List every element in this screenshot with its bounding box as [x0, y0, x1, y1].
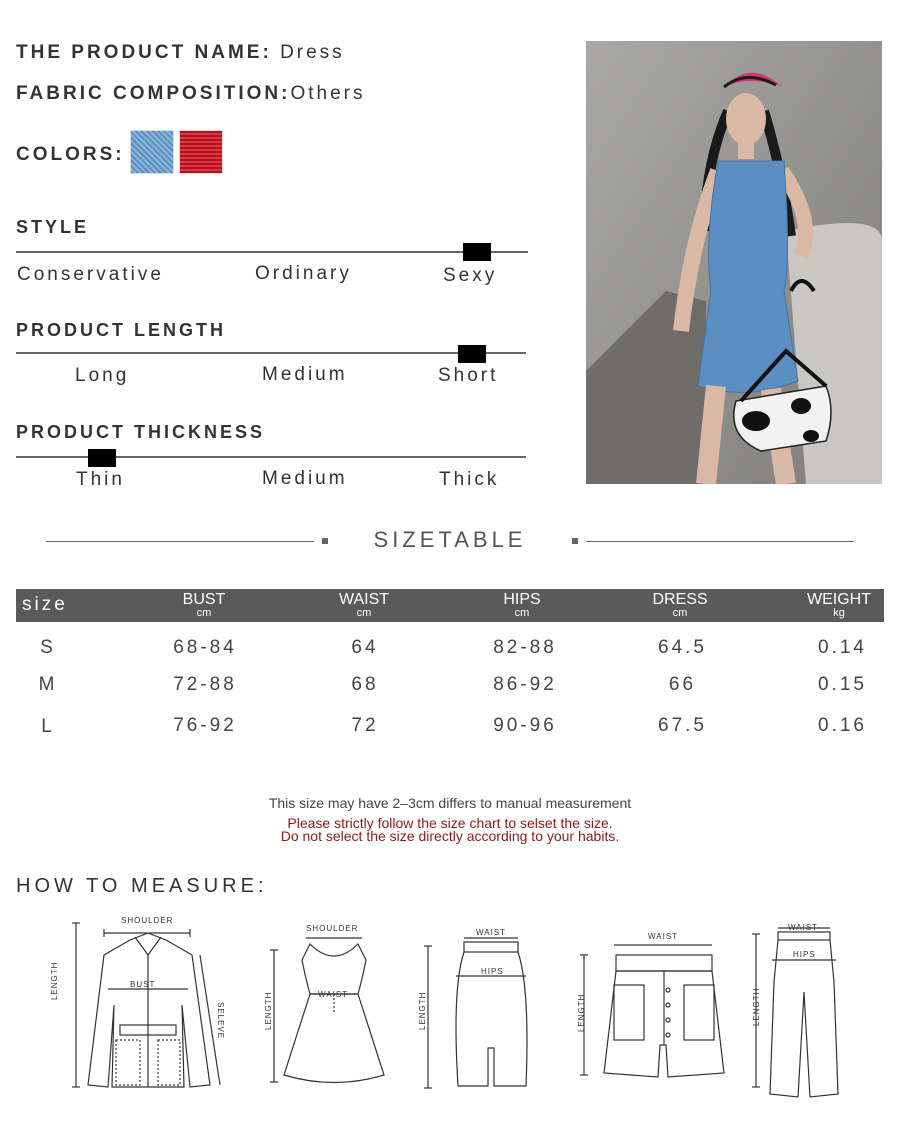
style-marker: [463, 243, 491, 261]
cell-weight: 0.14: [818, 637, 867, 658]
color-swatch-red[interactable]: [179, 130, 223, 174]
cell-size: L: [41, 716, 55, 737]
cell-weight: 0.16: [818, 715, 867, 736]
pants-length-label: LENGTH: [752, 987, 761, 1026]
header-size: size: [22, 594, 68, 615]
note-follow-chart: Please strictly follow the size chart to selset the size.: [287, 815, 613, 831]
thickness-option-medium: Medium: [262, 468, 348, 489]
cell-bust: 68-84: [173, 637, 237, 658]
dress-waist-label: WAIST: [318, 990, 349, 999]
cell-hips: 90-96: [493, 715, 557, 736]
cell-waist: 64: [351, 637, 379, 658]
sizetable-dot-right: [572, 538, 578, 544]
skirt-waist-label: WAIST: [476, 928, 507, 937]
size-table-header: [16, 589, 884, 622]
header-weight: WEIGHT kg: [807, 591, 871, 619]
header-waist: WAIST cm: [338, 591, 390, 619]
fabric-row: [16, 83, 365, 105]
sizetable-rule-right: [586, 541, 854, 542]
product-photo: [586, 41, 882, 484]
sizetable-title: SIZETABLE: [373, 527, 527, 552]
thickness-marker: [88, 449, 116, 467]
skirt-hips-label: HIPS: [481, 967, 504, 976]
pants-hips-label: HIPS: [793, 950, 816, 959]
product-name-value: Dress: [280, 42, 345, 63]
shirt-sleeve-label: SELEVE: [216, 1002, 225, 1040]
shirt-bust-label: BUST: [130, 980, 156, 989]
thickness-title: PRODUCT THICKNESS: [16, 422, 266, 442]
dress-length-label: LENGTH: [264, 991, 273, 1030]
cell-dress: 64.5: [658, 637, 707, 658]
header-hips: HIPS cm: [503, 591, 541, 619]
cell-hips: 82-88: [493, 637, 557, 658]
header-bust: BUST cm: [182, 591, 226, 619]
pants-diagram: [748, 922, 848, 1102]
style-title: STYLE: [16, 217, 90, 237]
shorts-diagram: [576, 935, 736, 1085]
cell-dress: 66: [668, 674, 697, 695]
dress-shoulder-label: SHOULDER: [306, 924, 359, 933]
shirt-shoulder-label: SHOULDER: [121, 916, 174, 925]
fabric-value: Others: [290, 83, 366, 104]
length-title: PRODUCT LENGTH: [16, 320, 226, 340]
fabric-label: FABRIC COMPOSITION:: [16, 83, 291, 104]
how-to-measure-title: HOW TO MEASURE:: [16, 875, 268, 897]
pants-waist-label: WAIST: [788, 923, 819, 932]
note-measurement: This size may have 2–3cm differs to manual measurement: [268, 795, 632, 811]
shirt-diagram: [60, 915, 240, 1100]
product-name-label: THE PRODUCT NAME:: [16, 42, 272, 63]
cell-size: M: [38, 674, 58, 695]
color-swatch-blue[interactable]: [130, 130, 174, 174]
cell-waist: 72: [351, 715, 379, 736]
style-option-sexy: Sexy: [443, 265, 498, 286]
shorts-waist-label: WAIST: [648, 932, 679, 941]
product-name-row: [16, 42, 345, 64]
shirt-length-label: LENGTH: [50, 961, 59, 1000]
colors-label: COLORS:: [16, 144, 125, 165]
note-habits: Do not select the size directly according to your habits.: [280, 828, 620, 844]
length-marker: [458, 345, 486, 363]
cell-weight: 0.15: [818, 674, 867, 695]
cell-bust: 72-88: [173, 674, 237, 695]
length-option-medium: Medium: [262, 364, 348, 385]
style-option-conservative: Conservative: [17, 264, 164, 285]
skirt-length-label: LENGTH: [418, 991, 427, 1030]
thickness-option-thick: Thick: [439, 469, 500, 490]
thickness-option-thin: Thin: [76, 469, 125, 490]
header-dress: DRESS cm: [652, 591, 708, 619]
cell-dress: 67.5: [658, 715, 707, 736]
dress-diagram: [262, 920, 402, 1090]
shorts-length-label: LENGTH: [577, 993, 586, 1032]
skirt-diagram: [418, 928, 538, 1093]
length-option-short: Short: [438, 365, 499, 386]
style-option-ordinary: Ordinary: [255, 263, 352, 284]
cell-waist: 68: [351, 674, 379, 695]
cell-hips: 86-92: [493, 674, 557, 695]
length-option-long: Long: [75, 365, 130, 386]
length-scale-line: [16, 352, 526, 354]
style-scale-line: [16, 251, 528, 253]
cell-bust: 76-92: [173, 715, 237, 736]
cell-size: S: [40, 637, 56, 658]
